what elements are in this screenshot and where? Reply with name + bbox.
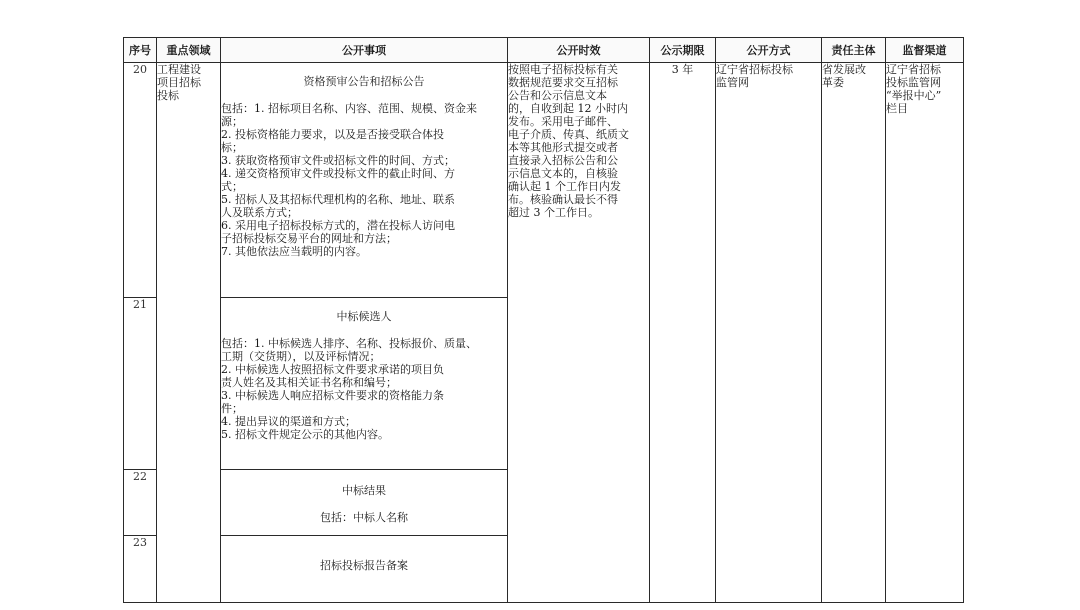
item-line: 3. 获取资格预审文件或招标文件的时间、方式； (221, 154, 455, 167)
field-line: 投标 (157, 89, 179, 102)
item-line: 5. 招标人及其招标代理机构的名称、地址、联系 (221, 193, 455, 206)
timing-line: 本等其他形式提交或者 (508, 141, 618, 154)
row-number: 20 (124, 63, 157, 298)
period-cell: 3 年 (650, 63, 716, 603)
header-body: 责任主体 (822, 38, 886, 63)
item-line: 6. 采用电子招标投标方式的，潜在投标人访问电 (221, 219, 455, 232)
header-period: 公示期限 (650, 38, 716, 63)
header-field: 重点领域 (157, 38, 221, 63)
field-line: 项目招标 (157, 76, 201, 89)
timing-cell (508, 63, 650, 603)
field-cell (157, 63, 221, 603)
item-line: 责人姓名及其相关证书名称和编号； (221, 376, 397, 389)
item-line: 3. 中标候选人响应招标文件要求的资格能力条 (221, 389, 444, 402)
item-line: 7. 其他依法应当载明的内容。 (221, 245, 367, 258)
method-line: 监管网 (716, 76, 749, 89)
item-line: 式； (221, 180, 243, 193)
header-index: 序号 (124, 38, 157, 63)
item-line: 包括：1. 招标项目名称、内容、范围、规模、资金来 (221, 102, 477, 115)
item-line: 5. 招标文件规定公示的其他内容。 (221, 428, 389, 441)
item-line: 2. 投标资格能力要求，以及是否接受联合体投 (221, 128, 444, 141)
item-cell (221, 470, 508, 536)
channel-cell (886, 63, 964, 603)
item-cell (221, 298, 508, 470)
item-line: 人及联系方式； (221, 206, 298, 219)
item-line: 包括：1. 中标候选人排序、名称、投标报价、质量、 (221, 337, 477, 350)
method-line: 辽宁省招标投标 (716, 63, 793, 76)
responsible-body-cell (822, 63, 886, 603)
row-number: 22 (124, 470, 157, 536)
timing-line: 确认起 1 个工作日内发 (508, 180, 621, 193)
timing-line: 公告和公示信息文本 (508, 89, 607, 102)
item-line: 工期（交货期），以及评标情况； (221, 350, 381, 363)
item-line: 招标投标报告备案 (320, 559, 408, 572)
table-row (124, 63, 964, 298)
channel-line: 投标监管网 (886, 76, 941, 89)
timing-line: 布。核验确认最长不得 (508, 193, 618, 206)
field-line: 工程建设 (157, 63, 201, 76)
item-line: 标； (221, 141, 243, 154)
item-cell (221, 536, 508, 603)
timing-line: 按照电子招标投标有关 (508, 63, 618, 76)
timing-line: 示信息文本的，自核验 (508, 167, 618, 180)
timing-line: 超过 3 个工作日。 (508, 206, 599, 219)
header-method: 公开方式 (716, 38, 822, 63)
item-line: 4. 递交资格预审文件或投标文件的截止时间、方 (221, 167, 455, 180)
timing-line: 直接录入招标公告和公 (508, 154, 618, 167)
row-number: 21 (124, 298, 157, 470)
item-line: 子招标投标交易平台的网址和方法； (221, 232, 397, 245)
item-cell (221, 63, 508, 298)
header-channel: 监督渠道 (886, 38, 964, 63)
timing-line: 发布。采用电子邮件、 (508, 115, 618, 128)
item-title: 资格预审公告和招标公告 (303, 75, 425, 88)
body-line: 省发展改 (822, 63, 866, 76)
header-item: 公开事项 (221, 38, 508, 63)
field-full-name: 工 (0, 0, 1, 1)
method-cell (716, 63, 822, 603)
header-timing: 公开时效 (508, 38, 650, 63)
header-row (124, 38, 964, 63)
channel-line: 栏目 (886, 102, 908, 115)
timing-line: 的，自收到起 12 小时内 (508, 102, 628, 115)
item-title: 中标结果 (342, 484, 386, 497)
timing-line: 数据规范要求交互招标 (508, 76, 618, 89)
item-line: 源； (221, 115, 243, 128)
item-title: 中标候选人 (336, 310, 392, 323)
item-line: 包括：中标人名称 (320, 511, 408, 524)
channel-line: “举报中心” (886, 89, 942, 102)
timing-line: 电子介质、传真、纸质文 (508, 128, 629, 141)
channel-line: 辽宁省招标 (886, 63, 941, 76)
body-line: 革委 (822, 76, 844, 89)
row-number: 23 (124, 536, 157, 603)
item-line: 2. 中标候选人按照招标文件要求承诺的项目负 (221, 363, 444, 376)
disclosure-table (123, 37, 964, 603)
item-line: 件； (221, 402, 243, 415)
item-line: 4. 提出异议的渠道和方式； (221, 415, 356, 428)
